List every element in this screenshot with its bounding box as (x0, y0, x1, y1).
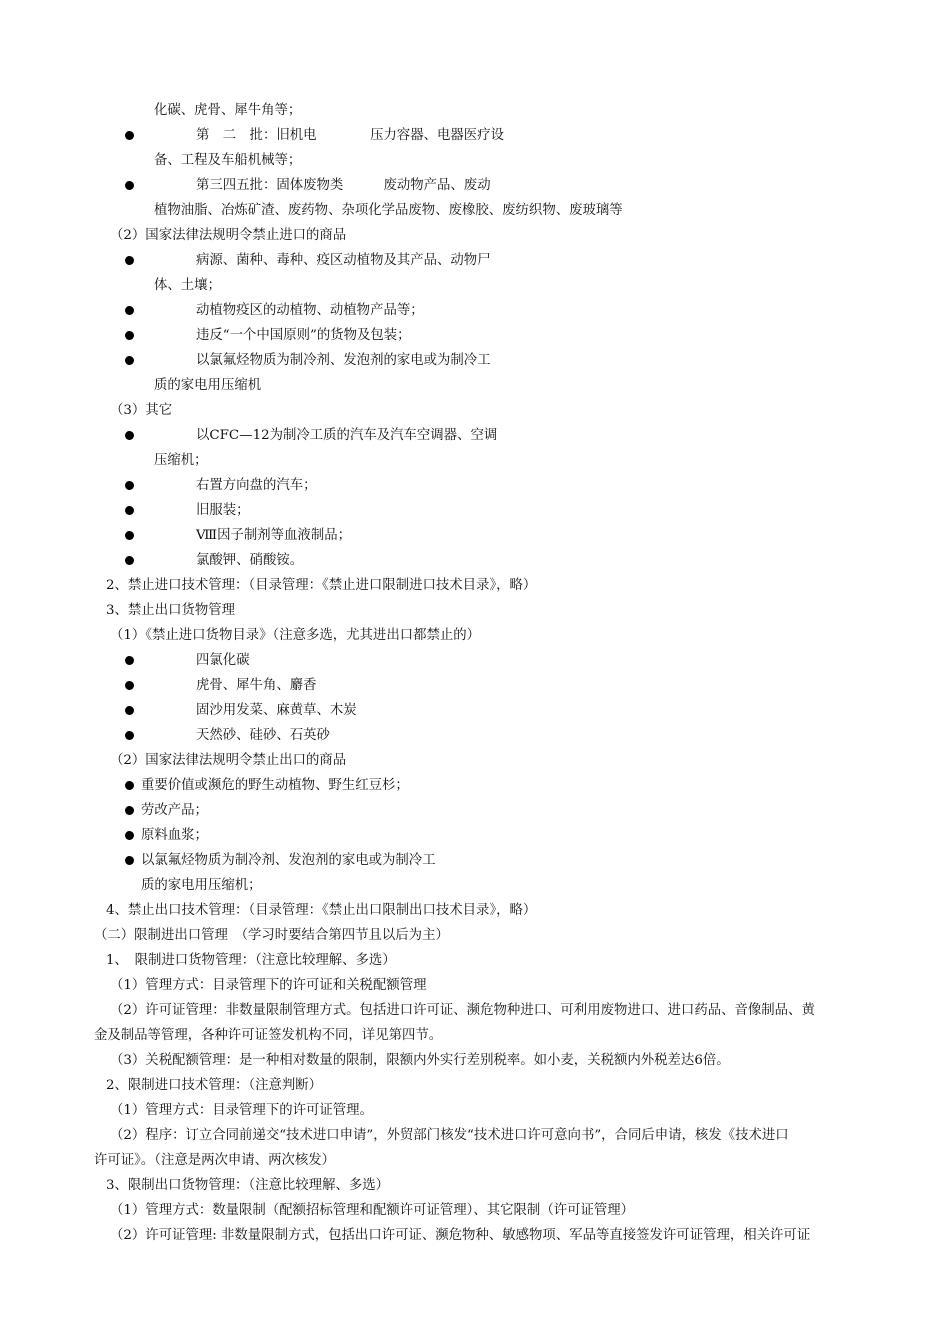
text-line: 以氯氟烃物质为制冷剂、发泡剂的家电或为制冷工 (196, 353, 491, 368)
text-line: 天然砂、硅砂、石英砂 (196, 728, 330, 743)
text-line: （1）管理方式：目录管理下的许可证管理。 (110, 1103, 373, 1118)
text-line: 旧服装； (196, 503, 250, 518)
text-line: （1）《禁止进口货物目录》（注意多选，尤其进出口都禁止的） (110, 628, 481, 643)
text-line: 体、土壤； (154, 278, 221, 293)
bullet-icon (125, 856, 134, 865)
text-line: 2、禁止进口技术管理：（目录管理：《禁止进口限制进口技术目录》，略） (106, 578, 537, 593)
text-line: 动植物疫区的动植物、动植物产品等； (196, 303, 424, 318)
text-line: 氯酸钾、硝酸铵。 (196, 553, 304, 568)
bullet-icon (125, 681, 134, 690)
text-line: Ⅷ因子制剂等血液制品； (196, 528, 351, 543)
text-line: 重要价值或濒危的野生动植物、野生红豆杉； (141, 778, 409, 793)
text-line: 1、 限制进口货物管理：（注意比较理解、多选） (106, 953, 396, 968)
bullet-icon (125, 431, 134, 440)
text-line: 2、限制进口技术管理：（注意判断） (106, 1078, 323, 1093)
bullet-icon (125, 356, 134, 365)
bullet-icon (125, 256, 134, 265)
bullet-icon (125, 531, 134, 540)
text-line: （3）其它 (110, 403, 173, 418)
bullet-icon (125, 181, 134, 190)
bullet-icon (125, 331, 134, 340)
text-line: 质的家电用压缩机； (141, 878, 262, 893)
text-line: 化碳、虎骨、犀牛角等； (154, 103, 302, 118)
text-line: （2）许可证管理: 非数量限制方式，包括出口许可证、濒危物种、敏感物项、军品等直接签发许可证管理，相关许可证 (110, 1228, 811, 1243)
text-line: （二）限制进出口管理 （学习时要结合第四节且以后为主） (94, 928, 449, 943)
bullet-icon (125, 806, 134, 815)
text-line: 第三四五批：固体废物类 废动物产品、废动 (196, 178, 491, 193)
text-line: 3、禁止出口货物管理 (106, 603, 236, 618)
text-line: （2）国家法律法规明令禁止进口的商品 (110, 228, 347, 243)
text-line: 违反“一个中国原则”的货物及包装； (196, 328, 411, 343)
text-line: （1）管理方式：目录管理下的许可证和关税配额管理 (110, 978, 427, 993)
text-line: 植物油脂、冶炼矿渣、废药物、杂项化学品废物、废橡胶、废纺织物、废玻璃等 (154, 203, 623, 218)
text-line: 3、限制出口货物管理：（注意比较理解、多选） (106, 1178, 390, 1193)
text-line: 金及制品等管理，各种许可证签发机构不同，详见第四节。 (94, 1028, 443, 1043)
text-line: 压缩机； (154, 453, 208, 468)
bullet-icon (125, 481, 134, 490)
text-line: 四氯化碳 (196, 653, 250, 668)
bullet-icon (125, 306, 134, 315)
bullet-icon (125, 706, 134, 715)
bullet-icon (125, 781, 134, 790)
text-line: 4、禁止出口技术管理：（目录管理：《禁止出口限制出口技术目录》，略） (106, 903, 537, 918)
text-line: 右置方向盘的汽车； (196, 478, 317, 493)
bullet-icon (125, 131, 134, 140)
text-line: 许可证》。（注意是两次申请、两次核发） (94, 1153, 336, 1168)
text-line: （3）关税配额管理：是一种相对数量的限制，限额内外实行差别税率。如小麦，关税额内外税差达6倍。 (110, 1053, 730, 1068)
text-line: 备、工程及车船机械等； (154, 153, 302, 168)
text-line: 固沙用发菜、麻黄草、木炭 (196, 703, 357, 718)
text-line: 质的家电用压缩机 (154, 378, 262, 393)
text-line: （2）国家法律法规明令禁止出口的商品 (110, 753, 347, 768)
text-line: 原料血浆； (141, 828, 208, 843)
text-line: （1）管理方式：数量限制（配额招标管理和配额许可证管理）、其它限制（许可证管理） (110, 1203, 635, 1218)
text-line: （2）程序：订立合同前递交“技术进口申请”，外贸部门核发“技术进口许可意向书”，合同后申请，核发《技术进口 (110, 1128, 789, 1143)
bullet-icon (125, 831, 134, 840)
bullet-icon (125, 506, 134, 515)
text-line: 病源、菌种、毒种、疫区动植物及其产品、动物尸 (196, 253, 491, 268)
text-line: 虎骨、犀牛角、麝香 (196, 678, 317, 693)
text-line: 劳改产品； (141, 803, 208, 818)
text-line: 第 二 批：旧机电 压力容器、电器医疗设 (196, 128, 504, 143)
bullet-icon (125, 656, 134, 665)
text-line: 以氯氟烃物质为制冷剂、发泡剂的家电或为制冷工 (141, 853, 436, 868)
text-line: （2）许可证管理：非数量限制管理方式。包括进口许可证、濒危物种进口、可利用废物进口、进口药品、音像制品、黄 (110, 1003, 815, 1018)
text-line: 以CFC—12为制冷工质的汽车及汽车空调器、空调 (196, 428, 498, 443)
bullet-icon (125, 731, 134, 740)
bullet-icon (125, 556, 134, 565)
